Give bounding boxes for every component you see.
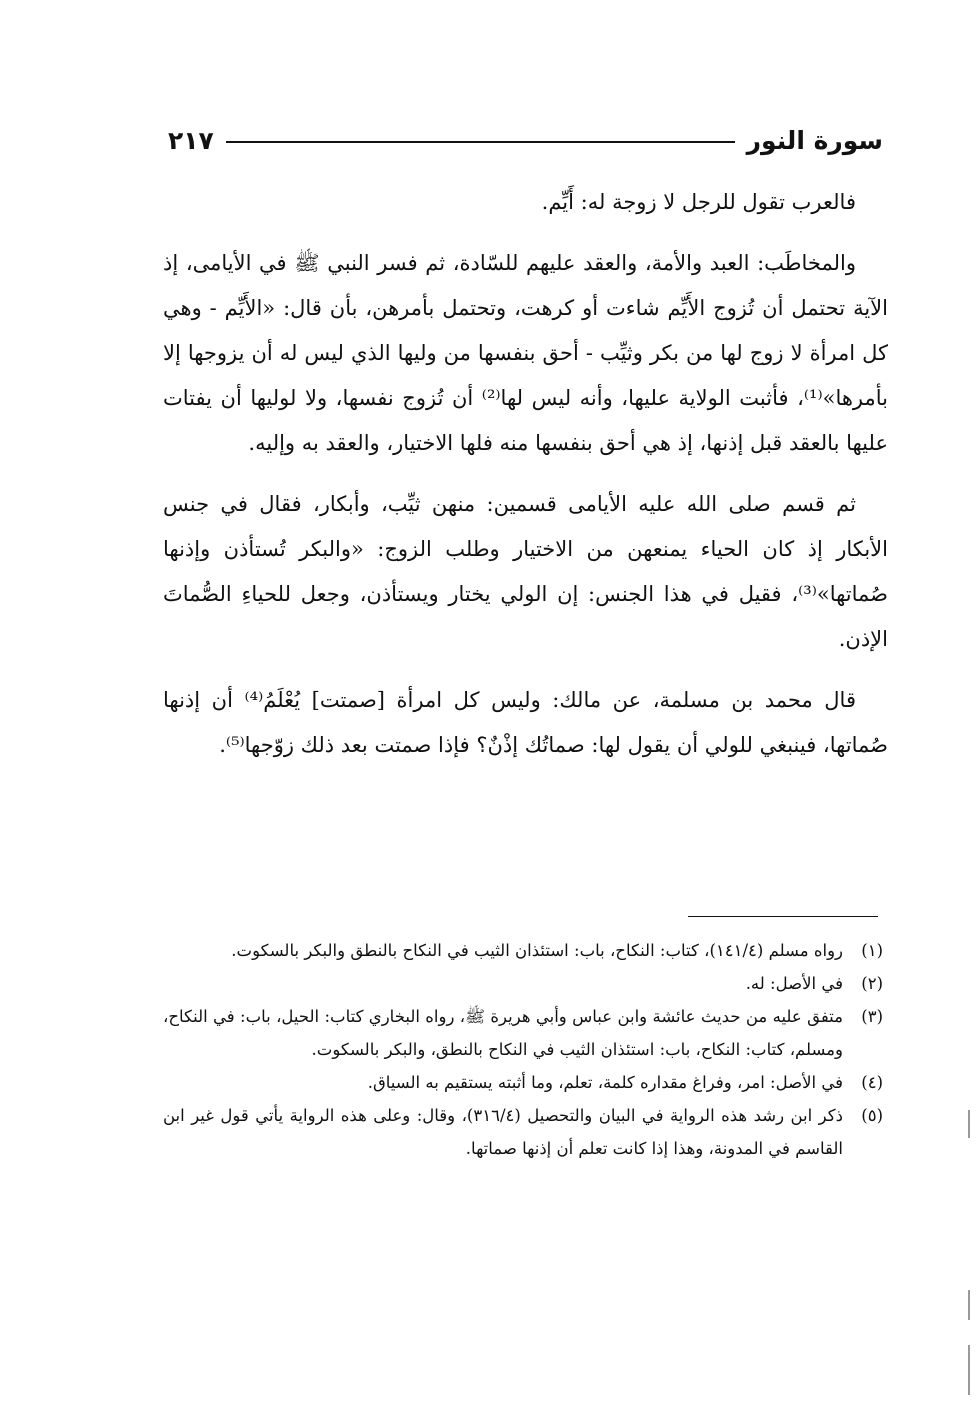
header-rule bbox=[226, 141, 735, 143]
footnote bbox=[163, 967, 883, 1000]
footnote-number: (١) bbox=[861, 941, 883, 960]
scan-margin-mark bbox=[968, 1290, 970, 1320]
footnote-text: متفق عليه من حديث عائشة وابن عباس وأبي هريرة ﷺ، رواه البخاري كتاب: الحيل، باب: في النكاح، ومسلم، كتاب: النكاح، باب: استئذان الثيب في النكاح بالنطق، والبكر بالسكوت. bbox=[163, 1007, 843, 1059]
page-number: ٢١٧ bbox=[168, 125, 214, 155]
scan-margin-mark bbox=[968, 1110, 970, 1138]
footnotes bbox=[163, 934, 883, 1165]
footnote-text: ذكر ابن رشد هذه الرواية في البيان والتحصيل (٣١٦/٤)، وقال: وعلى هذه الرواية يأتي قول غير ابن القاسم في المدونة، وهذا إذا كانت تعلم أن إذنها صماتها. bbox=[163, 1106, 843, 1158]
paragraph: فالعرب تقول للرجل لا زوجة له: أَيِّم. bbox=[541, 190, 856, 214]
footnote bbox=[163, 1099, 883, 1165]
main-text bbox=[163, 180, 888, 784]
footnote bbox=[163, 1000, 883, 1066]
paragraph: قال محمد بن مسلمة، عن مالك: وليس كل امرأة [صمتت] يُعْلَمُ⁽⁴⁾ أن إذنها صُماتها، فينبغي للولي أن يقول لها: صماتُك إذْنٌ؟ فإذا صمتت بعد ذلك زوّجها⁽⁵⁾. bbox=[163, 688, 888, 757]
surah-title: سورة النور bbox=[746, 125, 883, 155]
footnote-number: (٢) bbox=[861, 974, 883, 993]
footnote-text: في الأصل: امر، وفراغ مقداره كلمة، تعلم، وما أثبته يستقيم به السياق. bbox=[367, 1073, 843, 1092]
footnote bbox=[163, 1066, 883, 1099]
footnote-text: في الأصل: له. bbox=[745, 974, 843, 993]
footnote-number: (٥) bbox=[861, 1106, 883, 1125]
footnote-text: رواه مسلم (١٤١/٤)، كتاب: النكاح، باب: استئذان الثيب في النكاح بالنطق والبكر بالسكوت. bbox=[231, 941, 843, 960]
scan-margin-mark bbox=[968, 1345, 970, 1395]
footnote bbox=[163, 934, 883, 967]
footnote-number: (٤) bbox=[861, 1073, 883, 1092]
running-header bbox=[168, 118, 883, 162]
footnote-number: (٣) bbox=[861, 1007, 883, 1026]
paragraph: والمخاطَب: العبد والأمة، والعقد عليهم للسّادة، ثم فسر النبي ﷺ في الأيامى، إذ الآية تحتمل أن تُزوج الأَيِّم شاءت أو كرهت، وتحتمل بأمرهن، بأن قال: «الأَيِّم - وهي كل امرأة لا زوج لها من بكر وثيِّب - أحق بنفسها من وليها الذي ليس له أن يزوجها إلا بأمرها»⁽¹⁾، فأثبت الولاية عليها، وأنه ليس لها⁽²⁾ أن تُزوج نفسها، ولا لوليها أن يفتات عليها بالعقد قبل إذنها، إذ هي أحق بنفسها منه فلها الاختيار، والعقد به وإليه. bbox=[163, 251, 888, 455]
paragraph: ثم قسم صلى الله عليه الأيامى قسمين: منهن ثيِّب، وأبكار، فقال في جنس الأبكار إذ كان الحياء يمنعهن من الاختيار وطلب الزوج: «والبكر تُستأذن وإذنها صُماتها»⁽³⁾، فقيل في هذا الجنس: إن الولي يختار ويستأذن، وجعل للحياءِ الصُّماتَ الإذن. bbox=[163, 492, 888, 651]
footnote-separator bbox=[688, 916, 878, 917]
